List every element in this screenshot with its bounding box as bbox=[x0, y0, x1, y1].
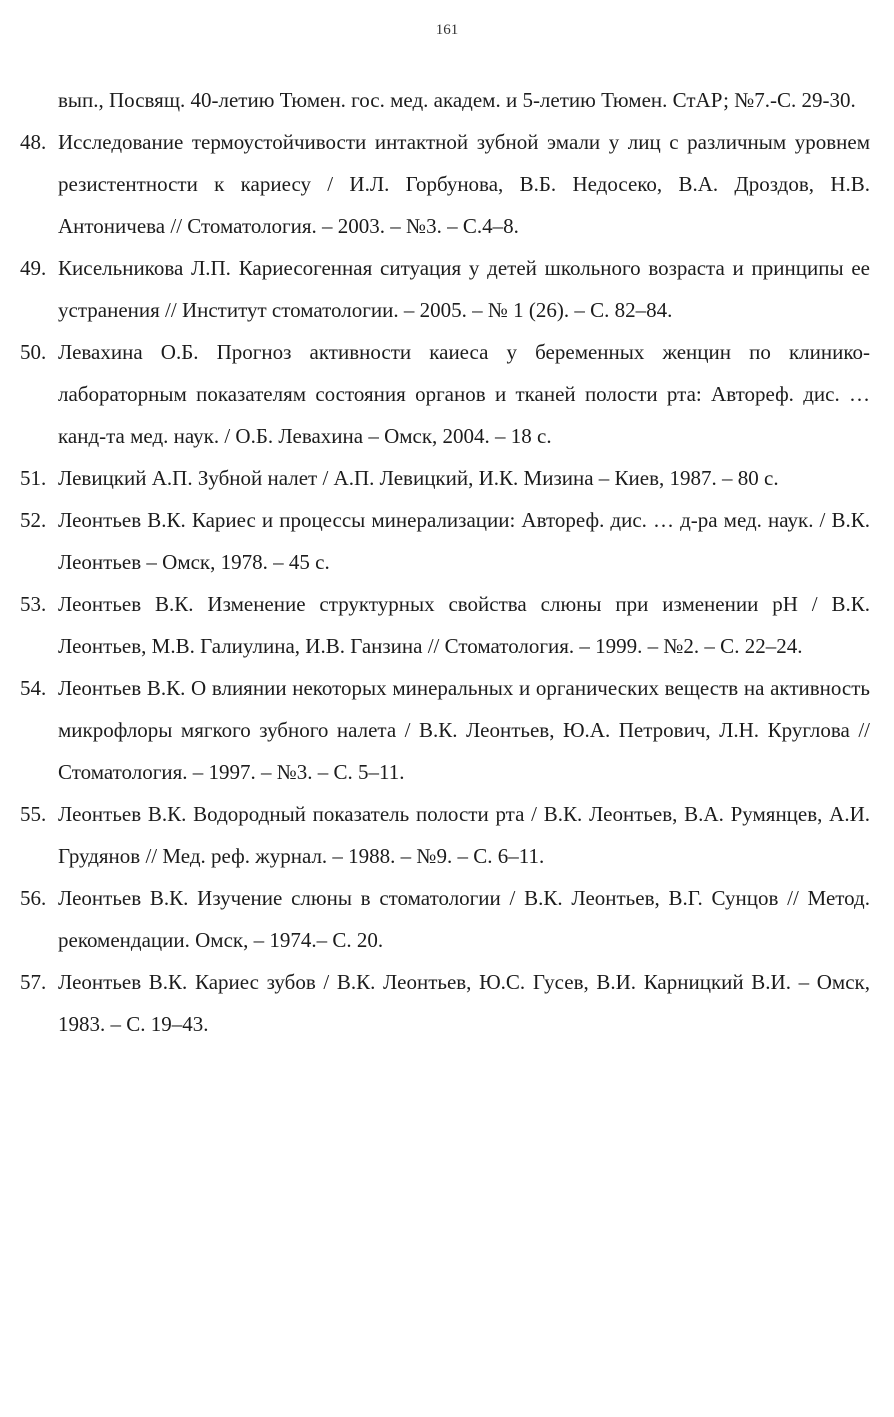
reference-item-50 bbox=[20, 331, 870, 457]
reference-text: Левицкий А.П. Зубной налет / А.П. Левицкий, И.К. Мизина – Киев, 1987. – 80 с. bbox=[58, 466, 779, 490]
reference-list bbox=[20, 79, 870, 1045]
reference-text: Исследование термоустойчивости интактной зубной эмали у лиц с различным уровнем резистентности к кариесу / И.Л. Горбунова, В.Б. Недосеко, В.А. Дроздов, Н.В. Антоничева // Стоматология. – 2003. – №3. – С.4–8. bbox=[58, 130, 870, 238]
reference-item-48 bbox=[20, 121, 870, 247]
reference-number: 49. bbox=[20, 256, 47, 280]
reference-item-54 bbox=[20, 667, 870, 793]
reference-text: Леонтьев В.К. Изменение структурных свойства слюны при изменении pH / В.К. Леонтьев, М.В. Галиулина, И.В. Ганзина // Стоматология. – 1999. – №2. – С. 22–24. bbox=[58, 592, 870, 658]
reference-text: Леонтьев В.К. О влиянии некоторых минеральных и органических веществ на активность микрофлоры мягкого зубного налета / В.К. Леонтьев, Ю.А. Петрович, Л.Н. Круглова // Стоматология. – 1997. – №3. – С. 5–11. bbox=[58, 676, 870, 784]
reference-number: 55. bbox=[20, 802, 47, 826]
reference-item-continued bbox=[20, 79, 870, 121]
reference-item-53 bbox=[20, 583, 870, 667]
reference-number: 52. bbox=[20, 508, 47, 532]
reference-text: Кисельникова Л.П. Кариесогенная ситуация у детей школьного возраста и принципы ее устранения // Институт стоматологии. – 2005. – № 1 (26). – С. 82–84. bbox=[58, 256, 870, 322]
reference-item-52 bbox=[20, 499, 870, 583]
reference-text: Леонтьев В.К. Водородный показатель полости рта / В.К. Леонтьев, В.А. Румянцев, А.И. Грудянов // Мед. реф. журнал. – 1988. – №9. – С. 6–11. bbox=[58, 802, 870, 868]
reference-number: 51. bbox=[20, 466, 47, 490]
reference-number: 56. bbox=[20, 886, 47, 910]
reference-number: 53. bbox=[20, 592, 47, 616]
reference-number: 57. bbox=[20, 970, 47, 994]
reference-number: 48. bbox=[20, 130, 47, 154]
reference-text: Леонтьев В.К. Изучение слюны в стоматологии / В.К. Леонтьев, В.Г. Сунцов // Метод. рекомендации. Омск, – 1974.– С. 20. bbox=[58, 886, 870, 952]
reference-text: вып., Посвящ. 40-летию Тюмен. гос. мед. академ. и 5-летию Тюмен. СтАР; №7.-С. 29-30. bbox=[58, 88, 856, 112]
reference-text: Леонтьев В.К. Кариес зубов / В.К. Леонтьев, Ю.С. Гусев, В.И. Карницкий В.И. – Омск, 1983. – С. 19–43. bbox=[58, 970, 870, 1036]
reference-item-49 bbox=[20, 247, 870, 331]
reference-item-57 bbox=[20, 961, 870, 1045]
reference-number: 50. bbox=[20, 340, 47, 364]
reference-text: Левахина О.Б. Прогноз активности каиеса у беременных женцин по клинико-лабораторным показателям состояния органов и тканей полости рта: Автореф. дис. … канд-та мед. наук. / О.Б. Левахина – Омск, 2004. – 18 с. bbox=[58, 340, 870, 448]
reference-text: Леонтьев В.К. Кариес и процессы минерализации: Автореф. дис. … д-ра мед. наук. / В.К. Леонтьев – Омск, 1978. – 45 с. bbox=[58, 508, 870, 574]
reference-item-56 bbox=[20, 877, 870, 961]
reference-number: 54. bbox=[20, 676, 47, 700]
reference-item-55 bbox=[20, 793, 870, 877]
page-number: 161 bbox=[435, 22, 459, 38]
reference-item-51 bbox=[20, 457, 870, 499]
